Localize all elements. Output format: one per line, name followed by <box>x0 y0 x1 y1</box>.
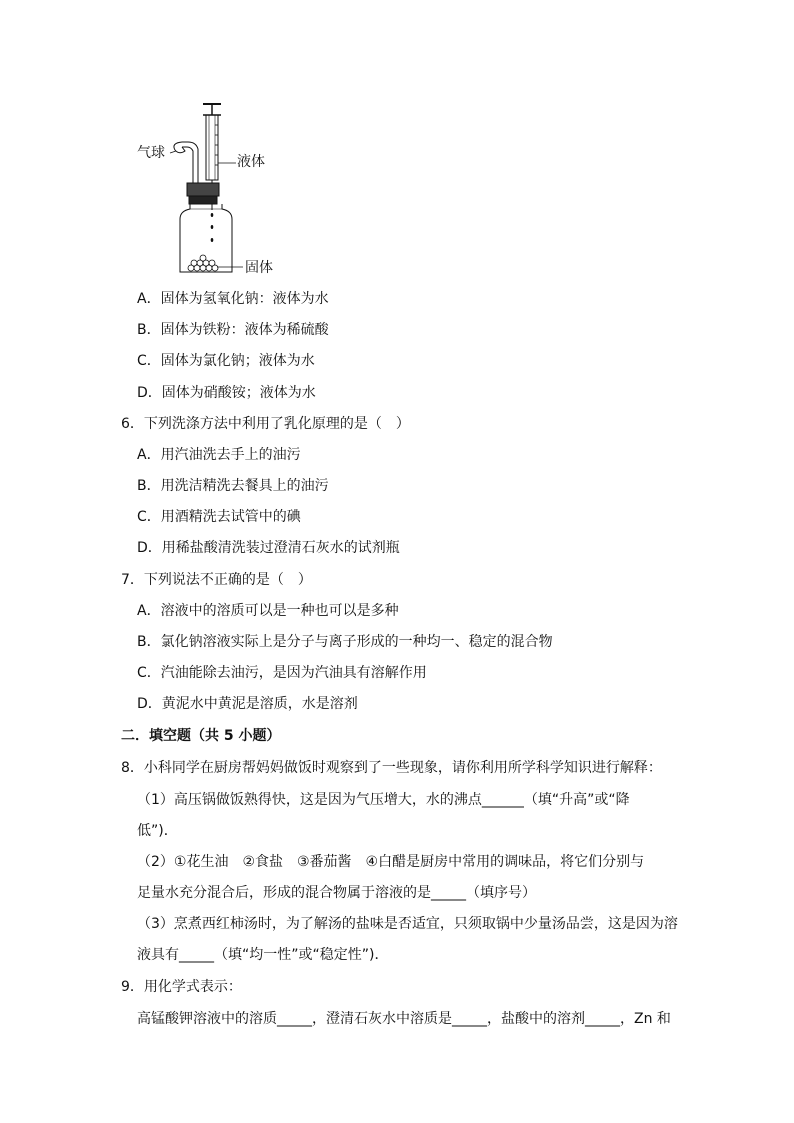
liquid-label: 液体 <box>237 154 265 170</box>
q8-part2-line2: 足量水充分混合后，形成的混合物属于溶液的是_____（填序号） <box>137 885 536 901</box>
q6-option-a: A．用汽油洗去手上的油污 <box>137 447 301 463</box>
q5-option-c: C．固体为氯化钠；液体为水 <box>137 353 315 369</box>
q7-option-a: A．溶液中的溶质可以是一种也可以是多种 <box>137 603 399 619</box>
q7-option-d: D．黄泥水中黄泥是溶质，水是溶剂 <box>137 696 358 712</box>
q8-part1-line1: （1）高压锅做饭熟得快，这是因为气压增大，水的沸点______（填“升高”或“降 <box>137 792 630 808</box>
q7-option-c: C．汽油能除去油污，是因为汽油具有溶解作用 <box>137 665 427 681</box>
solid-pile <box>188 255 218 271</box>
balloon-tube <box>182 147 193 183</box>
droplet <box>211 213 214 217</box>
q6-option-d: D．用稀盐酸清洗装过澄清石灰水的试剂瓶 <box>137 540 400 556</box>
q8-part3-line2: 液具有_____（填“均一性”或“稳定性”)． <box>137 947 389 963</box>
droplet <box>211 225 214 229</box>
q5-option-a: A．固体为氢氧化钠：液体为水 <box>137 291 329 307</box>
droplet <box>211 238 214 242</box>
q7-option-b: B．氯化钠溶液实际上是分子与离子形成的一种均一、稳定的混合物 <box>137 634 553 650</box>
q9-line1: 高锰酸钾溶液中的溶质_____，澄清石灰水中溶质是_____，盐酸中的溶剂_____，Zn 和 <box>137 1011 671 1027</box>
q8-part2-line1: （2）①花生油 ②食盐 ③番茄酱 ④白醋是厨房中常用的调味品，将它们分别与 <box>137 854 645 870</box>
balloon-label: 气球 <box>137 145 165 161</box>
q5-option-d: D．固体为硝酸铵；液体为水 <box>137 385 316 401</box>
apparatus-figure <box>135 95 285 280</box>
q9-stem: 9．用化学式表示： <box>121 979 242 995</box>
q8-stem: 8．小科同学在厨房帮妈妈做饭时观察到了一些现象，请你利用所学科学知识进行解释： <box>121 760 662 776</box>
q6-stem: 6．下列洗涤方法中利用了乳化原理的是（ ） <box>121 416 410 432</box>
q8-part3-line1: （3）烹煮西红柿汤时，为了解汤的盐味是否适宜，只须取锅中少量汤品尝，这是因为溶 <box>137 916 678 932</box>
solid-label: 固体 <box>245 260 273 276</box>
rubber-stopper <box>187 183 219 196</box>
q6-option-b: B．用洗洁精洗去餐具上的油污 <box>137 478 329 494</box>
section-heading: 二．填空题（共 5 小题） <box>121 728 281 744</box>
q6-option-c: C．用酒精洗去试管中的碘 <box>137 509 301 525</box>
q8-part1-line2: 低”)． <box>137 823 178 839</box>
q7-stem: 7．下列说法不正确的是（ ） <box>121 572 312 588</box>
balloon-pointer <box>170 151 176 153</box>
q5-option-b: B．固体为铁粉：液体为稀硫酸 <box>137 322 329 338</box>
apparatus-diagram <box>135 95 285 280</box>
